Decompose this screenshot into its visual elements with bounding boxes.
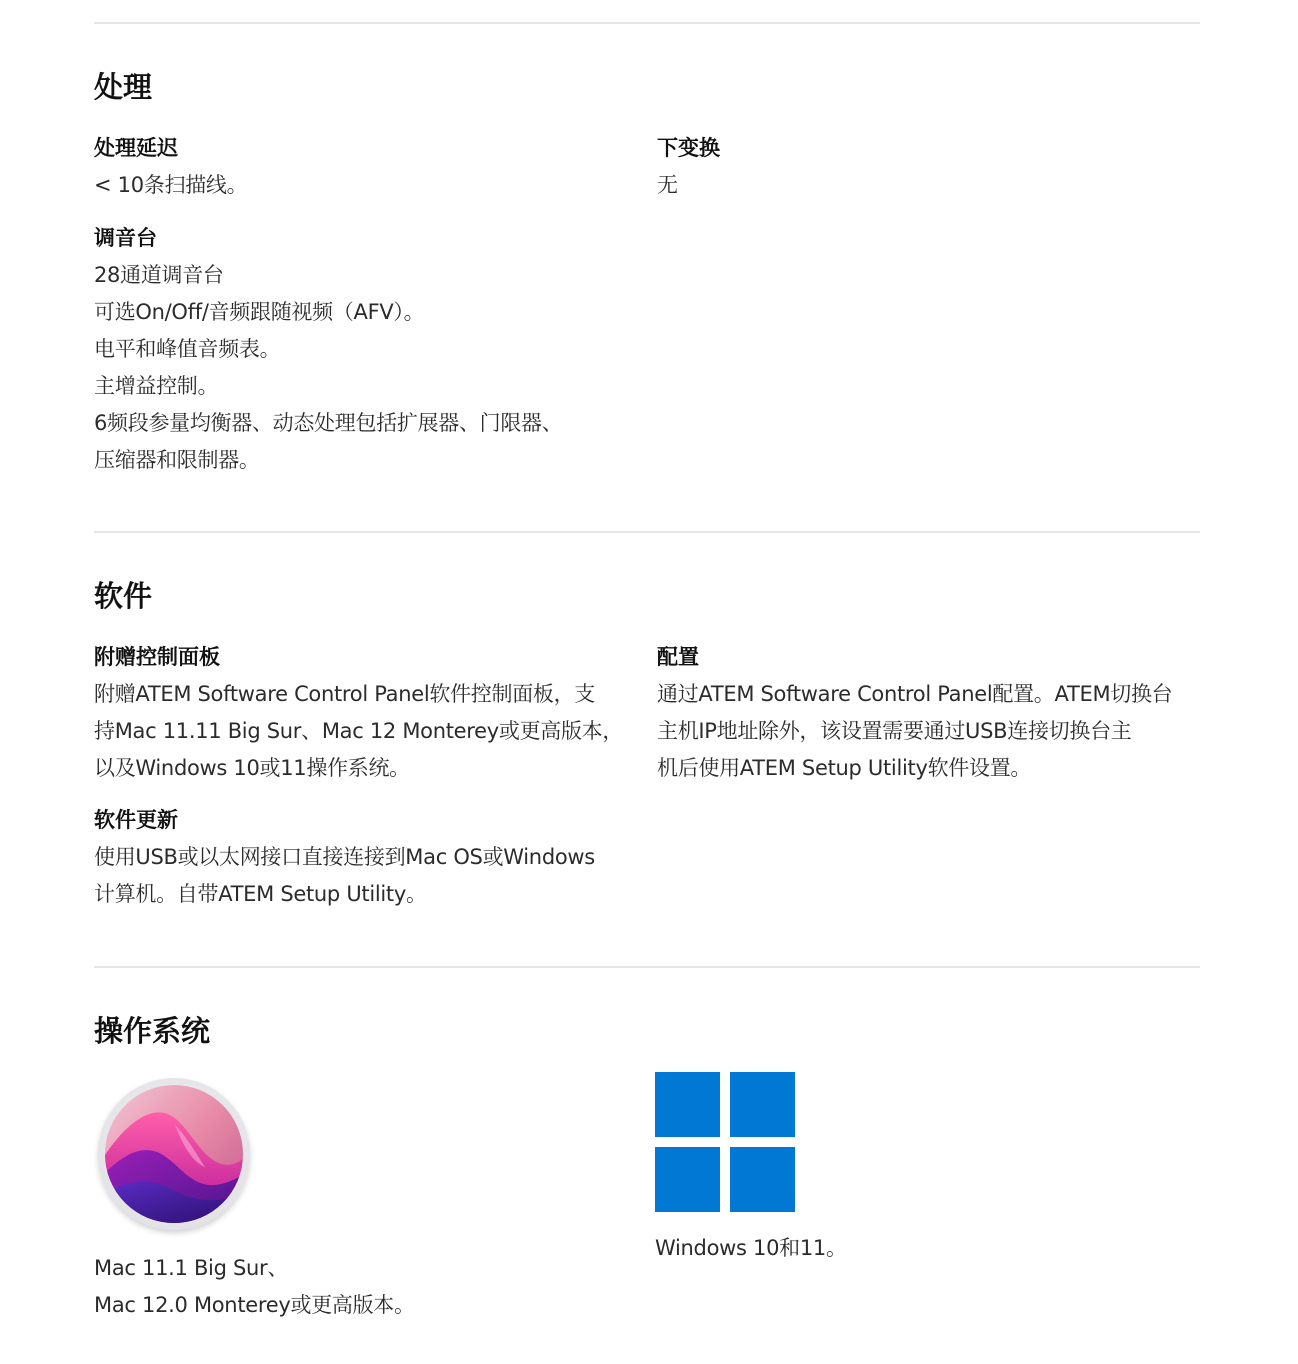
os-mac-caption — [94, 1250, 415, 1324]
spec-line: 主增益控制。 — [94, 374, 219, 398]
windows-icon — [655, 1072, 795, 1212]
spec-title: 调音台 — [94, 226, 157, 250]
spec-title: 处理延迟 — [94, 136, 178, 160]
os-mac-line: Mac 12.0 Monterey或更高版本。 — [94, 1293, 415, 1317]
spec-line: 机后使用ATEM Setup Utility软件设置。 — [657, 756, 1032, 780]
spec-line: 持Mac 11.11 Big Sur、Mac 12 Monterey或更高版本， — [94, 719, 624, 743]
spec-value: 无 — [657, 173, 678, 197]
spec-line: 通过ATEM Software Control Panel配置。ATEM切换台 — [657, 682, 1173, 706]
spec-processing-latency — [94, 133, 639, 204]
spec-configuration — [657, 642, 1197, 787]
os-windows-caption: Windows 10和11。 — [655, 1236, 847, 1260]
spec-value: < 10条扫描线。 — [94, 173, 248, 197]
spec-title: 配置 — [657, 645, 699, 669]
spec-downconvert — [657, 133, 1202, 204]
spec-title: 软件更新 — [94, 808, 178, 832]
spec-line: 以及Windows 10或11操作系统。 — [94, 756, 410, 780]
spec-control-panel — [94, 642, 646, 787]
os-mac-line: Mac 11.1 Big Sur、 — [94, 1256, 289, 1280]
section-divider-os — [94, 966, 1200, 968]
spec-line: 可选On/Off/音频跟随视频（AFV）。 — [94, 300, 425, 324]
section-title-os: 操作系统 — [94, 1014, 211, 1048]
spec-line: 主机IP地址除外，该设置需要通过USB连接切换台主 — [657, 719, 1132, 743]
section-divider-software — [94, 531, 1200, 533]
section-divider-top — [94, 22, 1200, 24]
spec-software-updates — [94, 805, 646, 913]
spec-title: 附赠控制面板 — [94, 645, 220, 669]
spec-line: 电平和峰值音频表。 — [94, 337, 281, 361]
spec-line: 使用USB或以太网接口直接连接到Mac OS或Windows — [94, 845, 595, 869]
section-title-processing: 处理 — [94, 70, 153, 104]
macos-monterey-icon — [98, 1078, 250, 1230]
spec-line: 6频段参量均衡器、动态处理包括扩展器、门限器、 — [94, 411, 563, 435]
spec-title: 下变换 — [657, 136, 720, 160]
spec-line: 压缩器和限制器。 — [94, 448, 260, 472]
spec-line: 28通道调音台 — [94, 263, 224, 287]
spec-audio-mixer — [94, 223, 639, 479]
spec-line: 计算机。自带ATEM Setup Utility。 — [94, 882, 427, 906]
section-title-software: 软件 — [94, 579, 153, 613]
spec-line: 附赠ATEM Software Control Panel软件控制面板，支 — [94, 682, 596, 706]
